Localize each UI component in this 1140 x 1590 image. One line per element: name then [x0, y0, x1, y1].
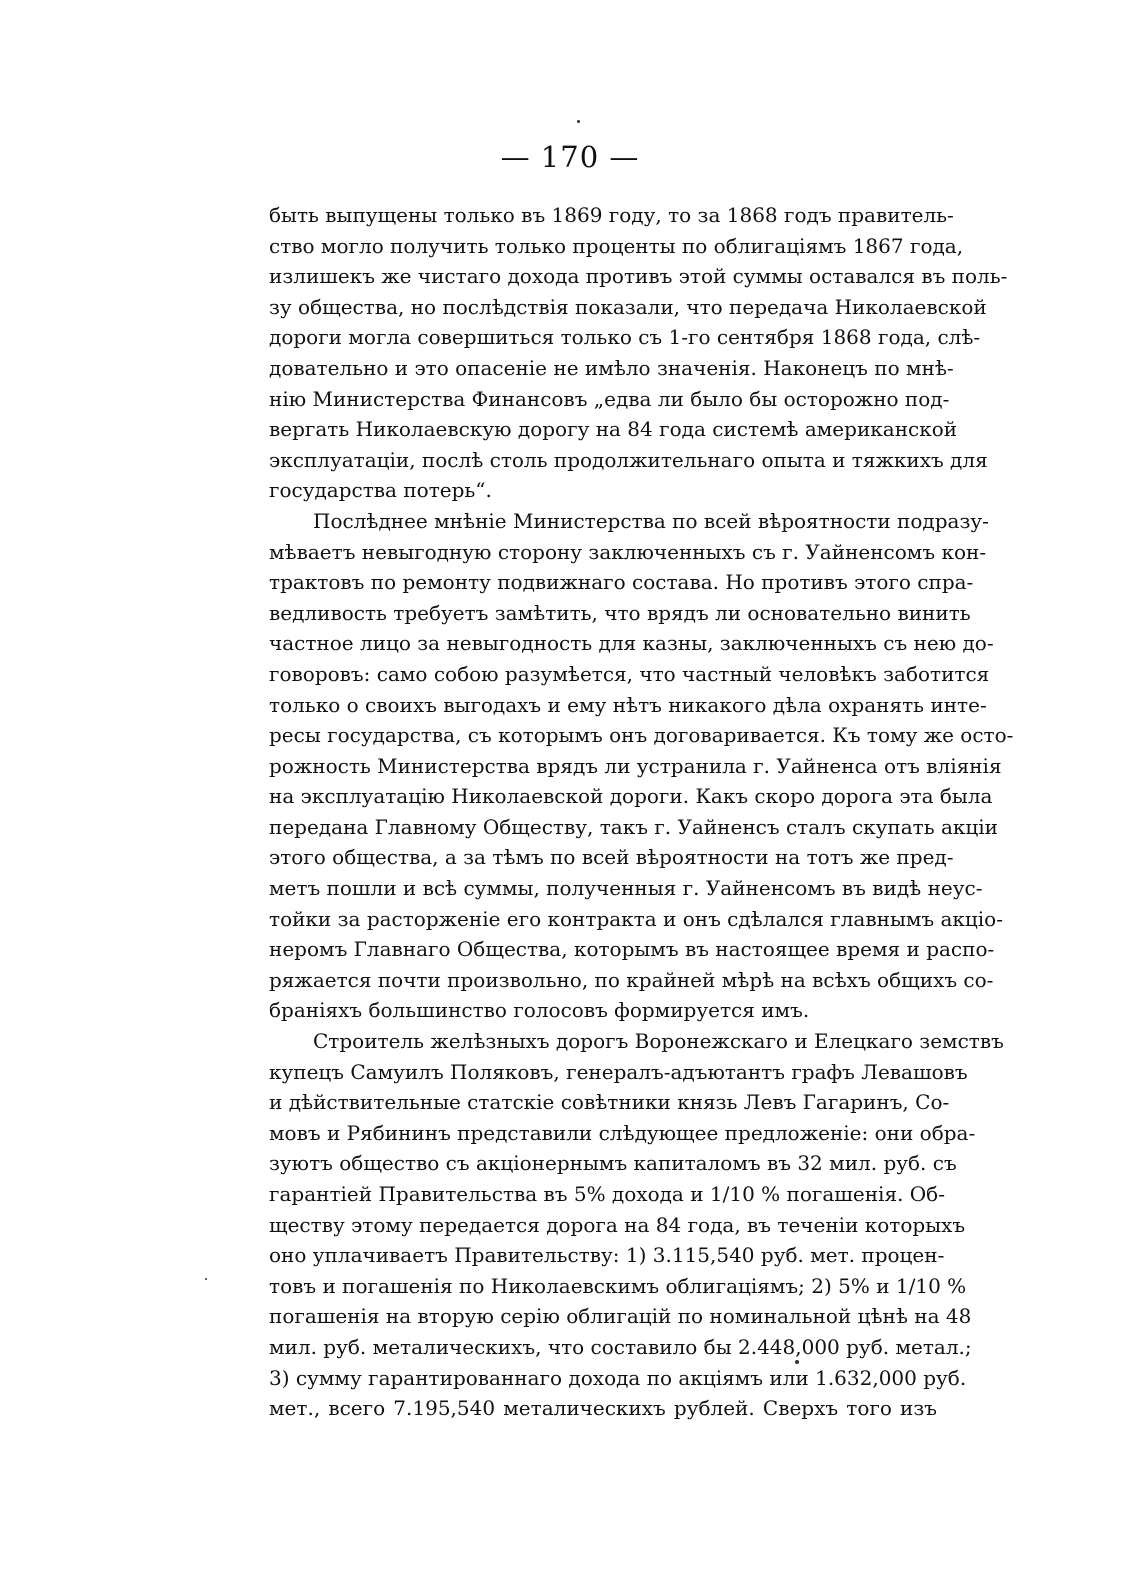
- text-line: Строитель желѣзныхъ дорогъ Воронежскаго и Елецкаго земствъ: [313, 1029, 1004, 1054]
- scan-speck: [577, 120, 580, 123]
- body-text: [269, 200, 1014, 1424]
- text-line: мѣваетъ невыгодную сторону заключенныхъ съ г. Уайненсомъ кон-: [269, 539, 987, 564]
- text-line: зуютъ общество съ акціонернымъ капиталомъ въ 32 мил. руб. съ: [269, 1151, 957, 1176]
- text-line: купецъ Самуилъ Поляковъ, генералъ-адъютантъ графъ Левашовъ: [269, 1059, 968, 1084]
- text-line: на эксплуатацію Николаевской дороги. Какъ скоро дорога эта была: [269, 784, 993, 809]
- text-line: ство могло получить только проценты по облигаціямъ 1867 года,: [269, 233, 964, 258]
- text-line: только о своихъ выгодахъ и ему нѣтъ никакого дѣла охранять инте-: [269, 692, 987, 717]
- paragraph-1: [269, 200, 1008, 506]
- page-number: — 170 —: [500, 140, 640, 174]
- paragraph-3: [269, 1026, 1004, 1424]
- text-line: рожность Министерства врядъ ли устранила г. Уайненса отъ вліянія: [269, 753, 1002, 778]
- text-line: вергать Николаевскую дорогу на 84 года системѣ американской: [269, 417, 958, 442]
- text-line: и дѣйствительные статскіе совѣтники князь Левъ Гагаринъ, Со-: [269, 1090, 950, 1115]
- text-line: мет., всего 7.195,540 металическихъ рублей. Сверхъ того изъ: [269, 1396, 937, 1421]
- text-line: браніяхъ большинство голосовъ формируется имъ.: [269, 998, 810, 1023]
- text-line: передана Главному Обществу, такъ г. Уайненсъ сталъ скупать акціи: [269, 814, 998, 839]
- text-line: частное лицо за невыгодность для казны, заключенныхъ съ нею до-: [269, 631, 994, 656]
- text-line: ведливость требуетъ замѣтить, что врядъ ли основательно винить: [269, 600, 971, 625]
- text-line: трактовъ по ремонту подвижнаго состава. Но противъ этого спра-: [269, 570, 974, 595]
- text-line: метъ пошли и всѣ суммы, полученныя г. Уайненсомъ въ видѣ неус-: [269, 876, 983, 901]
- text-line: быть выпущены только въ 1869 году, то за 1868 годъ правитель-: [269, 203, 954, 227]
- text-line: ществу этому передается дорога на 84 года, въ теченіи которыхъ: [269, 1212, 966, 1237]
- scan-speck: [205, 1278, 207, 1280]
- text-line: товъ и погашенія по Николаевскимъ облигаціямъ; 2) 5% и 1/10 %: [269, 1273, 967, 1298]
- text-line: этого общества, а за тѣмъ по всей вѣроятности на тотъ же пред-: [269, 845, 954, 870]
- text-line: ряжается почти произвольно, по крайней мѣрѣ на всѣхъ общихъ со-: [269, 967, 994, 992]
- text-line: дороги могла совершиться только съ 1-го сентября 1868 года, слѣ-: [269, 325, 981, 350]
- text-line: гарантіей Правительства въ 5% дохода и 1/10 % погашенія. Об-: [269, 1182, 945, 1206]
- paragraph-2: [269, 506, 1014, 1026]
- text-line: ресы государства, съ которымъ онъ договаривается. Къ тому же осто-: [269, 723, 1014, 748]
- text-line: мил. руб. металическихъ, что составило бы 2.448,000 руб. метал.;: [269, 1334, 972, 1359]
- text-line: государства потерь“.: [269, 478, 492, 503]
- text-line: мовъ и Рябининъ представили слѣдующее предложеніе: они обра-: [269, 1120, 976, 1145]
- text-line: зу общества, но послѣдствія показали, что передача Николаевской: [269, 294, 987, 319]
- text-line: оно уплачиваетъ Правительству: 1) 3.115,540 руб. мет. процен-: [269, 1243, 945, 1268]
- text-line: тойки за расторженіе его контракта и онъ сдѣлался главнымъ акціо-: [269, 906, 1003, 931]
- text-line: излишекъ же чистаго дохода противъ этой суммы оставался въ поль-: [269, 264, 1008, 289]
- text-line: говоровъ: само собою разумѣется, что частный человѣкъ заботится: [269, 661, 990, 686]
- text-line: эксплуатаціи, послѣ столь продолжительнаго опыта и тяжкихъ для: [269, 447, 988, 472]
- text-line: нію Министерства Финансовъ „едва ли было бы осторожно под-: [269, 386, 950, 411]
- text-line: Послѣднее мнѣніе Министерства по всей вѣроятности подразу-: [313, 508, 989, 533]
- text-line: 3) сумму гарантированнаго дохода по акціямъ или 1.632,000 руб.: [269, 1365, 967, 1390]
- text-line: довательно и это опасеніе не имѣло значенія. Наконецъ по мнѣ-: [269, 355, 954, 380]
- text-line: погашенія на вторую серію облигацій по номинальной цѣнѣ на 48: [269, 1304, 972, 1329]
- scan-speck: [795, 1360, 799, 1364]
- text-line: неромъ Главнаго Общества, которымъ въ настоящее время и распо-: [269, 937, 995, 962]
